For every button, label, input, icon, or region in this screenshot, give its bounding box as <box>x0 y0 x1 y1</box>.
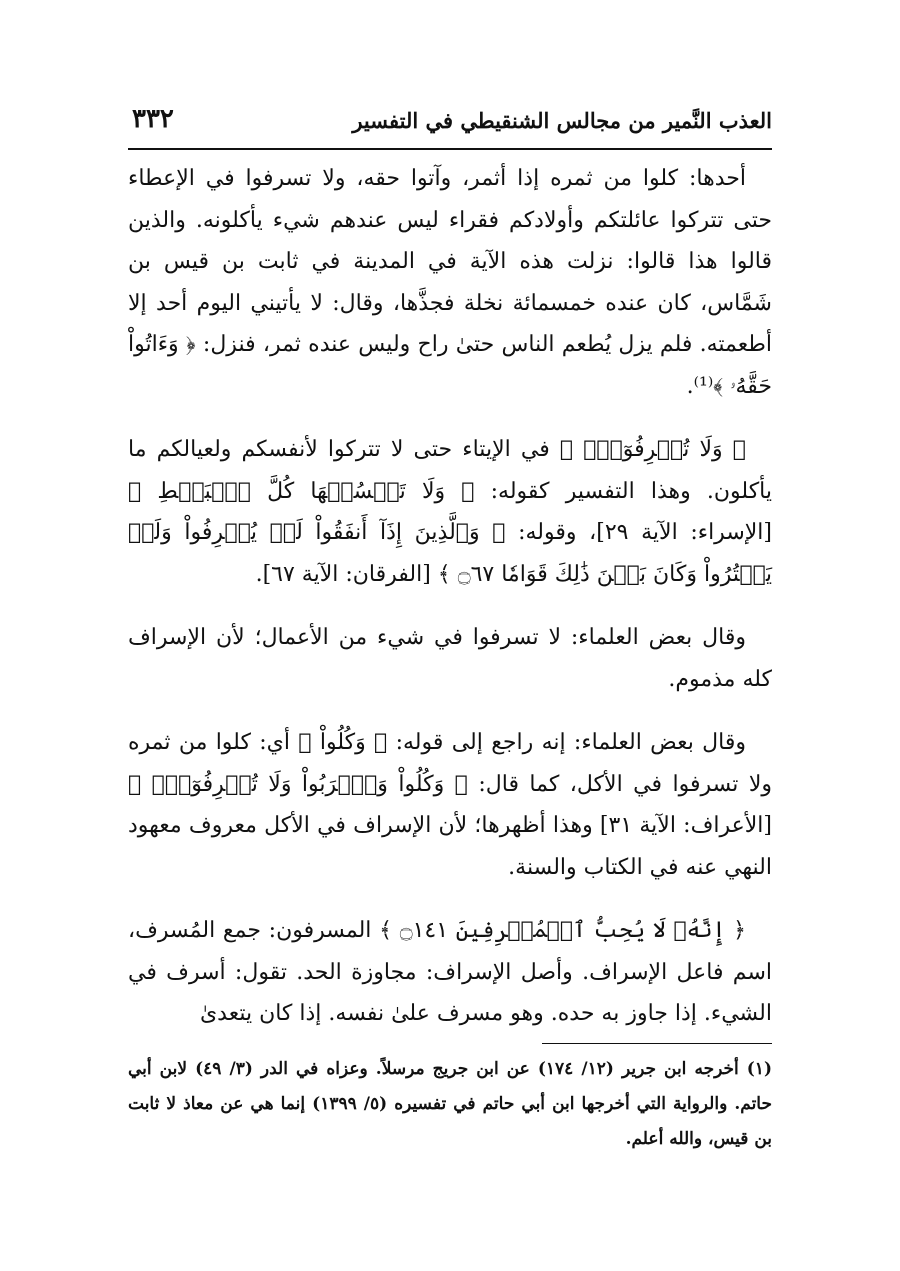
book-title: العذب النَّمير من مجالس الشنقيطي في التفسير <box>352 108 772 133</box>
paragraph-text: ﴿ إِنَّهُۥ لَا يُحِبُّ ٱلۡمُسۡرِفِينَ ۝١٤١ ﴾ المسرفون: جمع المُسرف، اسم فاعل الإسراف. وأصل الإسراف: مجاوزة الحد. تقول: أسرف في الشيء. إذا جاوز به حده. وهو مسرف علىٰ نفسه. إذا كان يتعدىٰ <box>128 918 772 1026</box>
footnote-1: (١) أخرجه ابن جرير (١٢/ ١٧٤) عن ابن جريج مرسلاً. وعزاه في الدر (٣/ ٤٩) لابن أبي حاتم. والرواية التي أخرجها ابن أبي حاتم في تفسيره (٥/ ١٣٩٩) إنما هي عن معاذ لا ثابت بن قيس، والله أعلم. <box>128 1059 772 1149</box>
paragraph-text: وقال بعض العلماء: إنه راجع إلى قوله: ﴿ وَكُلُواْ ﴾ أي: كلوا من ثمره ولا تسرفوا في الأكل، كما قال: ﴿ وَكُلُواْ وَٱشۡرَبُواْ وَلَا تُسۡرِفُوٓاْۚ ﴾ [الأعراف: الآية ٣١] وهذا أظهرها؛ لأن الإسراف في الأكل معروف معهود النهي عنه في الكتاب والسنة. <box>128 730 773 880</box>
running-header <box>128 100 772 150</box>
paragraph-1 <box>128 158 772 407</box>
paragraph-text: ﴿ وَلَا تُسۡرِفُوٓاْۚ ﴾ في الإيتاء حتى لا تتركوا لأنفسكم ولعيالكم ما يأكلون. وهذا التفسير كقوله: ﴿ وَلَا تَبۡسُطۡهَا كُلَّ ٱلۡبَسۡطِ ﴾ [الإسراء: الآية ٢٩]، وقوله: ﴿ وَٱلَّذِينَ إِذَآ أَنفَقُواْ لَمۡ يُسۡرِفُواْ وَلَمۡ يَقۡتُرُواْ وَكَانَ بَيۡنَ ذَٰلِكَ قَوَامٗا ۝٦٧ ﴾ [الفرقان: الآية ٦٧]. <box>128 437 773 587</box>
paragraph-text: وقال بعض العلماء: لا تسرفوا في شيء من الأعمال؛ لأن الإسراف كله مذموم. <box>128 625 772 692</box>
paragraph-5 <box>128 910 772 1035</box>
paragraph-text: أحدها: كلوا من ثمره إذا أثمر، وآتوا حقه، ولا تسرفوا في الإعطاء حتى تتركوا عائلتكم وأولادكم فقراء ليس عندهم شيء يأكلونه. والذين قالوا هذا قالوا: نزلت هذه الآية في المدينة في ثابت بن قيس بن شَمَّاس، كان عنده خمسمائة نخلة فجذَّها، وقال: لا يأتيني اليوم أحد إلا أطعمته. فلم يزل يُطعم الناس حتىٰ راح وليس عنده ثمر، فنزل: ﴿ وَءَاتُواْ حَقَّهُۥ ﴾⁽¹⁾. <box>128 166 772 399</box>
main-text <box>128 158 772 1035</box>
page-number: ٣٣٢ <box>132 104 174 134</box>
footnote-separator <box>542 1043 772 1044</box>
book-page <box>128 0 772 1271</box>
paragraph-4 <box>128 722 772 888</box>
footnotes <box>128 1052 772 1157</box>
paragraph-2 <box>128 429 772 595</box>
paragraph-3 <box>128 617 772 700</box>
